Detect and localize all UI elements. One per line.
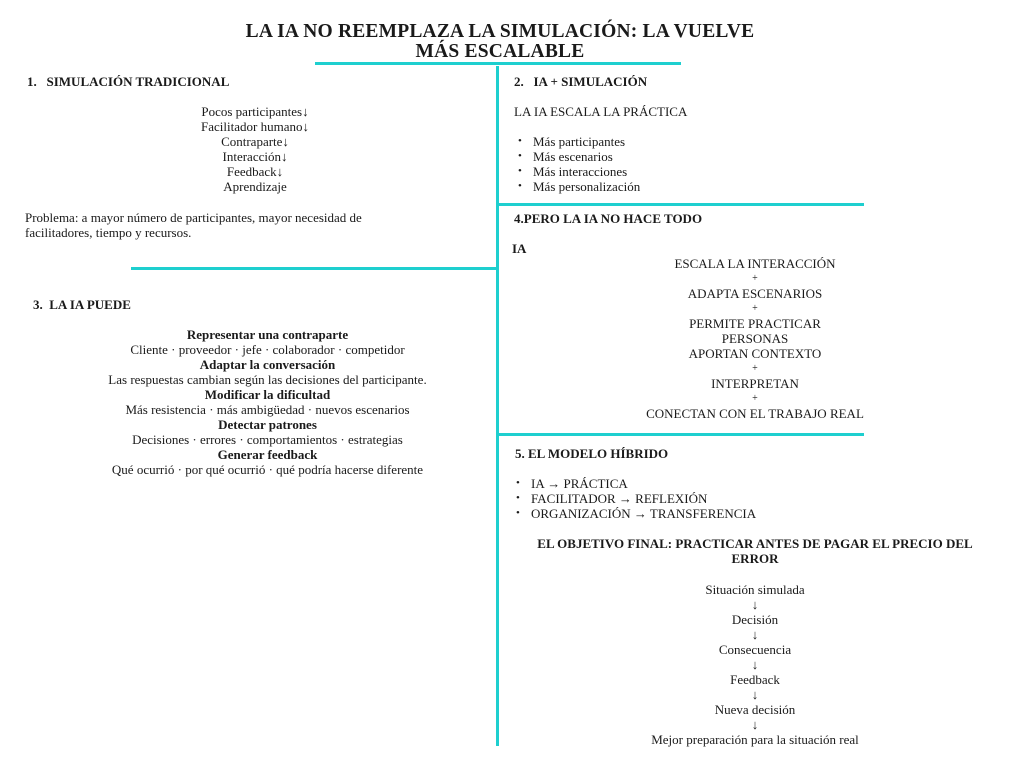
- right-divider-2: [499, 433, 864, 436]
- s3-item-desc: Decisiones · errores · comportamientos · estrategias: [132, 432, 403, 447]
- section-4-label: IA: [512, 241, 527, 256]
- section-2-heading: [514, 74, 647, 89]
- s4-plus: +: [752, 303, 758, 314]
- s5-flow-arrow: ↓: [751, 627, 759, 642]
- s2-bullet: • Más escenarios: [513, 149, 640, 164]
- s5-flow-arrow: ↓: [751, 657, 759, 672]
- s3-item-title: Representar una contraparte: [186, 327, 349, 342]
- s3-item-title: Modificar la dificultad: [204, 387, 331, 402]
- s5-bullet: • ORGANIZACIÓN → TRANSFERENCIA: [511, 506, 756, 521]
- s3-item-desc: Las respuestas cambian según las decisiones del participante.: [108, 372, 427, 387]
- section-3-title: LA IA PUEDE: [49, 297, 131, 312]
- s4-plus: +: [752, 393, 758, 404]
- s5-flow-arrow: ↓: [751, 597, 759, 612]
- section-5-heading: 5. EL MODELO HÍBRIDO: [515, 446, 669, 461]
- s1-item: Contraparte↓: [221, 134, 289, 149]
- s5-flow-arrow: ↓: [751, 717, 759, 732]
- s2-bullet: • Más participantes: [513, 134, 640, 149]
- s1-item: Aprendizaje: [223, 179, 287, 194]
- section-5-flow: [605, 582, 905, 747]
- left-section-divider: [131, 267, 497, 270]
- s2-bullet: • Más personalización: [513, 179, 640, 194]
- section-2-subheading: LA IA ESCALA LA PRÁCTICA: [514, 104, 688, 119]
- s5-bullet: • IA → PRÁCTICA: [511, 476, 756, 491]
- s5-bullet: • FACILITADOR → REFLEXIÓN: [511, 491, 756, 506]
- s5-flow-step: Decisión: [731, 612, 779, 627]
- s5-flow-step: Situación simulada: [705, 582, 805, 597]
- section-1-flow: [150, 104, 360, 194]
- s3-item-desc: Cliente · proveedor · jefe · colaborador · competidor: [130, 342, 405, 357]
- s4-line: INTERPRETAN: [711, 376, 799, 391]
- objective-line-2: ERROR: [731, 551, 779, 566]
- section-5-objective: [515, 536, 995, 566]
- s4-line: PERMITE PRACTICAR: [689, 316, 821, 331]
- objective-line-1: EL OBJETIVO FINAL: PRACTICAR ANTES DE PAGAR EL PRECIO DEL: [537, 536, 973, 551]
- s3-item-desc: Más resistencia · más ambigüedad · nuevos escenarios: [125, 402, 410, 417]
- s5-flow-step: Nueva decisión: [714, 702, 796, 717]
- s1-item: Facilitador humano↓: [201, 119, 309, 134]
- s5-flow-step: Feedback: [730, 672, 780, 687]
- right-divider-1: [499, 203, 864, 206]
- s4-line: ADAPTA ESCENARIOS: [687, 286, 823, 301]
- section-1-title: SIMULACIÓN TRADICIONAL: [46, 74, 230, 89]
- section-1-heading: [27, 74, 229, 89]
- section-3-list: [40, 327, 495, 477]
- s3-item-title: Adaptar la conversación: [199, 357, 336, 372]
- s4-plus: +: [752, 363, 758, 374]
- section-2-bullets: [513, 134, 640, 194]
- s4-line: PERSONAS: [721, 331, 789, 346]
- title-underline: [315, 62, 681, 65]
- s4-line: ESCALA LA INTERACCIÓN: [674, 256, 836, 271]
- section-5-bullets: [511, 476, 756, 521]
- section-1-number: 1.: [27, 74, 37, 89]
- section-4-flow: [605, 256, 905, 421]
- title-line-1: LA IA NO REEMPLAZA LA SIMULACIÓN: LA VUELVE: [245, 21, 755, 42]
- s3-item-desc: Qué ocurrió · por qué ocurrió · qué podría hacerse diferente: [111, 462, 424, 477]
- section-1-problem: Problema: a mayor número de participantes, mayor necesidad de facilitadores, tiempo y recursos.: [25, 210, 362, 240]
- center-vertical-divider: [496, 66, 499, 746]
- s5-flow-step: Consecuencia: [718, 642, 792, 657]
- s4-plus: +: [752, 273, 758, 284]
- s4-line: CONECTAN CON EL TRABAJO REAL: [646, 406, 864, 421]
- s1-item: Feedback↓: [226, 164, 284, 179]
- s4-line: APORTAN CONTEXTO: [688, 346, 822, 361]
- title-line-2: MÁS ESCALABLE: [415, 41, 585, 62]
- s2-bullet: • Más interacciones: [513, 164, 640, 179]
- s5-flow-step: Mejor preparación para la situación real: [651, 732, 859, 747]
- s3-item-title: Detectar patrones: [218, 417, 317, 432]
- s3-item-title: Generar feedback: [217, 447, 318, 462]
- section-3-number: 3.: [33, 297, 43, 312]
- s1-item: Pocos participantes↓: [201, 104, 309, 119]
- s5-flow-arrow: ↓: [751, 687, 759, 702]
- section-2-title: IA + SIMULACIÓN: [533, 74, 648, 89]
- section-4-heading: 4.PERO LA IA NO HACE TODO: [514, 211, 703, 226]
- section-2-number: 2.: [514, 74, 524, 89]
- page-title: [0, 22, 1000, 62]
- s1-item: Interacción↓: [222, 149, 288, 164]
- section-3-heading: [33, 297, 131, 312]
